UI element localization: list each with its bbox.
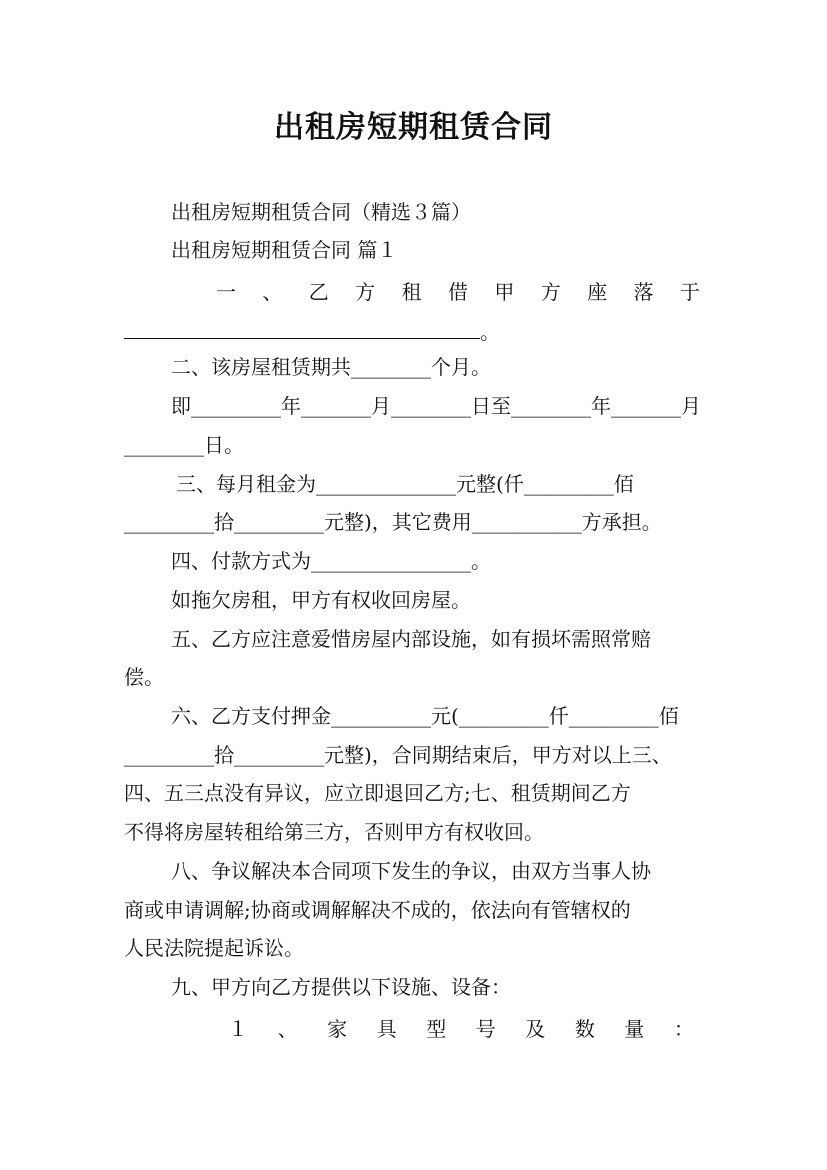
clause-2: 二、该房屋租赁期共________个月。 bbox=[171, 355, 491, 379]
clause-8-cont-1: 商或申请调解;协商或调解解决不成的，依法向有管辖权的 bbox=[124, 898, 631, 922]
clause-1-char: 甲 bbox=[494, 280, 515, 304]
clause-1-char: 于 bbox=[679, 280, 700, 304]
clause-4-note: 如拖欠房租，甲方有权收回房屋。 bbox=[171, 588, 471, 612]
clause-1-char: 落 bbox=[633, 280, 654, 304]
clause-1-end: 。 bbox=[480, 320, 500, 344]
clause-1-char: 方 bbox=[540, 280, 561, 304]
clause-3: 三、每月租金为______________元整(仟_________佰 bbox=[176, 472, 634, 496]
clause-6-cont-2: 四、五三点没有异议，应立即退回乙方;七、租赁期间乙方 bbox=[124, 781, 631, 805]
clause-9-item-char: 具 bbox=[376, 1017, 397, 1041]
clause-9-item-1 bbox=[228, 1016, 694, 1042]
clause-1-char: 方 bbox=[355, 280, 376, 304]
clause-2-dates-end: ________日。 bbox=[124, 433, 244, 457]
article-heading: 出租房短期租赁合同 篇１ bbox=[171, 238, 398, 262]
clause-6-cont-1: _________拾_________元整)，合同期结束后，甲方对以上三、 bbox=[124, 743, 672, 767]
clause-1-char: 借 bbox=[447, 280, 468, 304]
clause-1-char: 租 bbox=[401, 280, 422, 304]
clause-1-char: 一 bbox=[216, 280, 236, 304]
location-blank bbox=[124, 318, 480, 339]
intro-line: 出租房短期租赁合同（精选３篇） bbox=[171, 200, 471, 224]
clause-9-item-char: ： bbox=[673, 1017, 694, 1041]
clause-8-cont-2: 人民法院提起诉讼。 bbox=[124, 936, 304, 960]
clause-9: 九、甲方向乙方提供以下设施、设备： bbox=[171, 975, 511, 999]
clause-9-item-char: 及 bbox=[525, 1017, 546, 1041]
clause-8: 八、争议解决本合同项下发生的争议，由双方当事人协 bbox=[171, 859, 651, 883]
clause-3-cont: _________拾_________元整)，其它费用___________方承担。 bbox=[124, 510, 662, 534]
clause-5-cont: 偿。 bbox=[124, 665, 164, 689]
clause-6: 六、乙方支付押金__________元(_________仟_________佰 bbox=[171, 704, 679, 728]
clause-2-dates: 即_________年_______月________日至________年_______月 bbox=[171, 394, 701, 418]
clause-9-item-char: 型 bbox=[426, 1017, 447, 1041]
clause-5: 五、乙方应注意爱惜房屋内部设施，如有损坏需照常赔 bbox=[171, 627, 651, 651]
clause-1-line bbox=[216, 279, 700, 305]
clause-6-cont-3: 不得将房屋转租给第三方，否则甲方有权收回。 bbox=[124, 820, 544, 844]
clause-9-item-char: 号 bbox=[475, 1017, 496, 1041]
document-title: 出租房短期租赁合同 bbox=[274, 110, 553, 145]
clause-9-item-char: 数 bbox=[574, 1017, 595, 1041]
clause-4: 四、付款方式为________________。 bbox=[171, 549, 491, 573]
clause-1-char: 乙 bbox=[308, 280, 329, 304]
clause-9-item-char: 、 bbox=[277, 1017, 298, 1041]
clause-9-item-char: 量 bbox=[624, 1017, 645, 1041]
clause-1-char: 、 bbox=[262, 280, 283, 304]
clause-9-item-char: 家 bbox=[327, 1017, 348, 1041]
clause-9-item-char: １ bbox=[228, 1017, 248, 1041]
clause-1-char: 座 bbox=[587, 280, 608, 304]
clause-1-blank-line bbox=[124, 318, 500, 345]
